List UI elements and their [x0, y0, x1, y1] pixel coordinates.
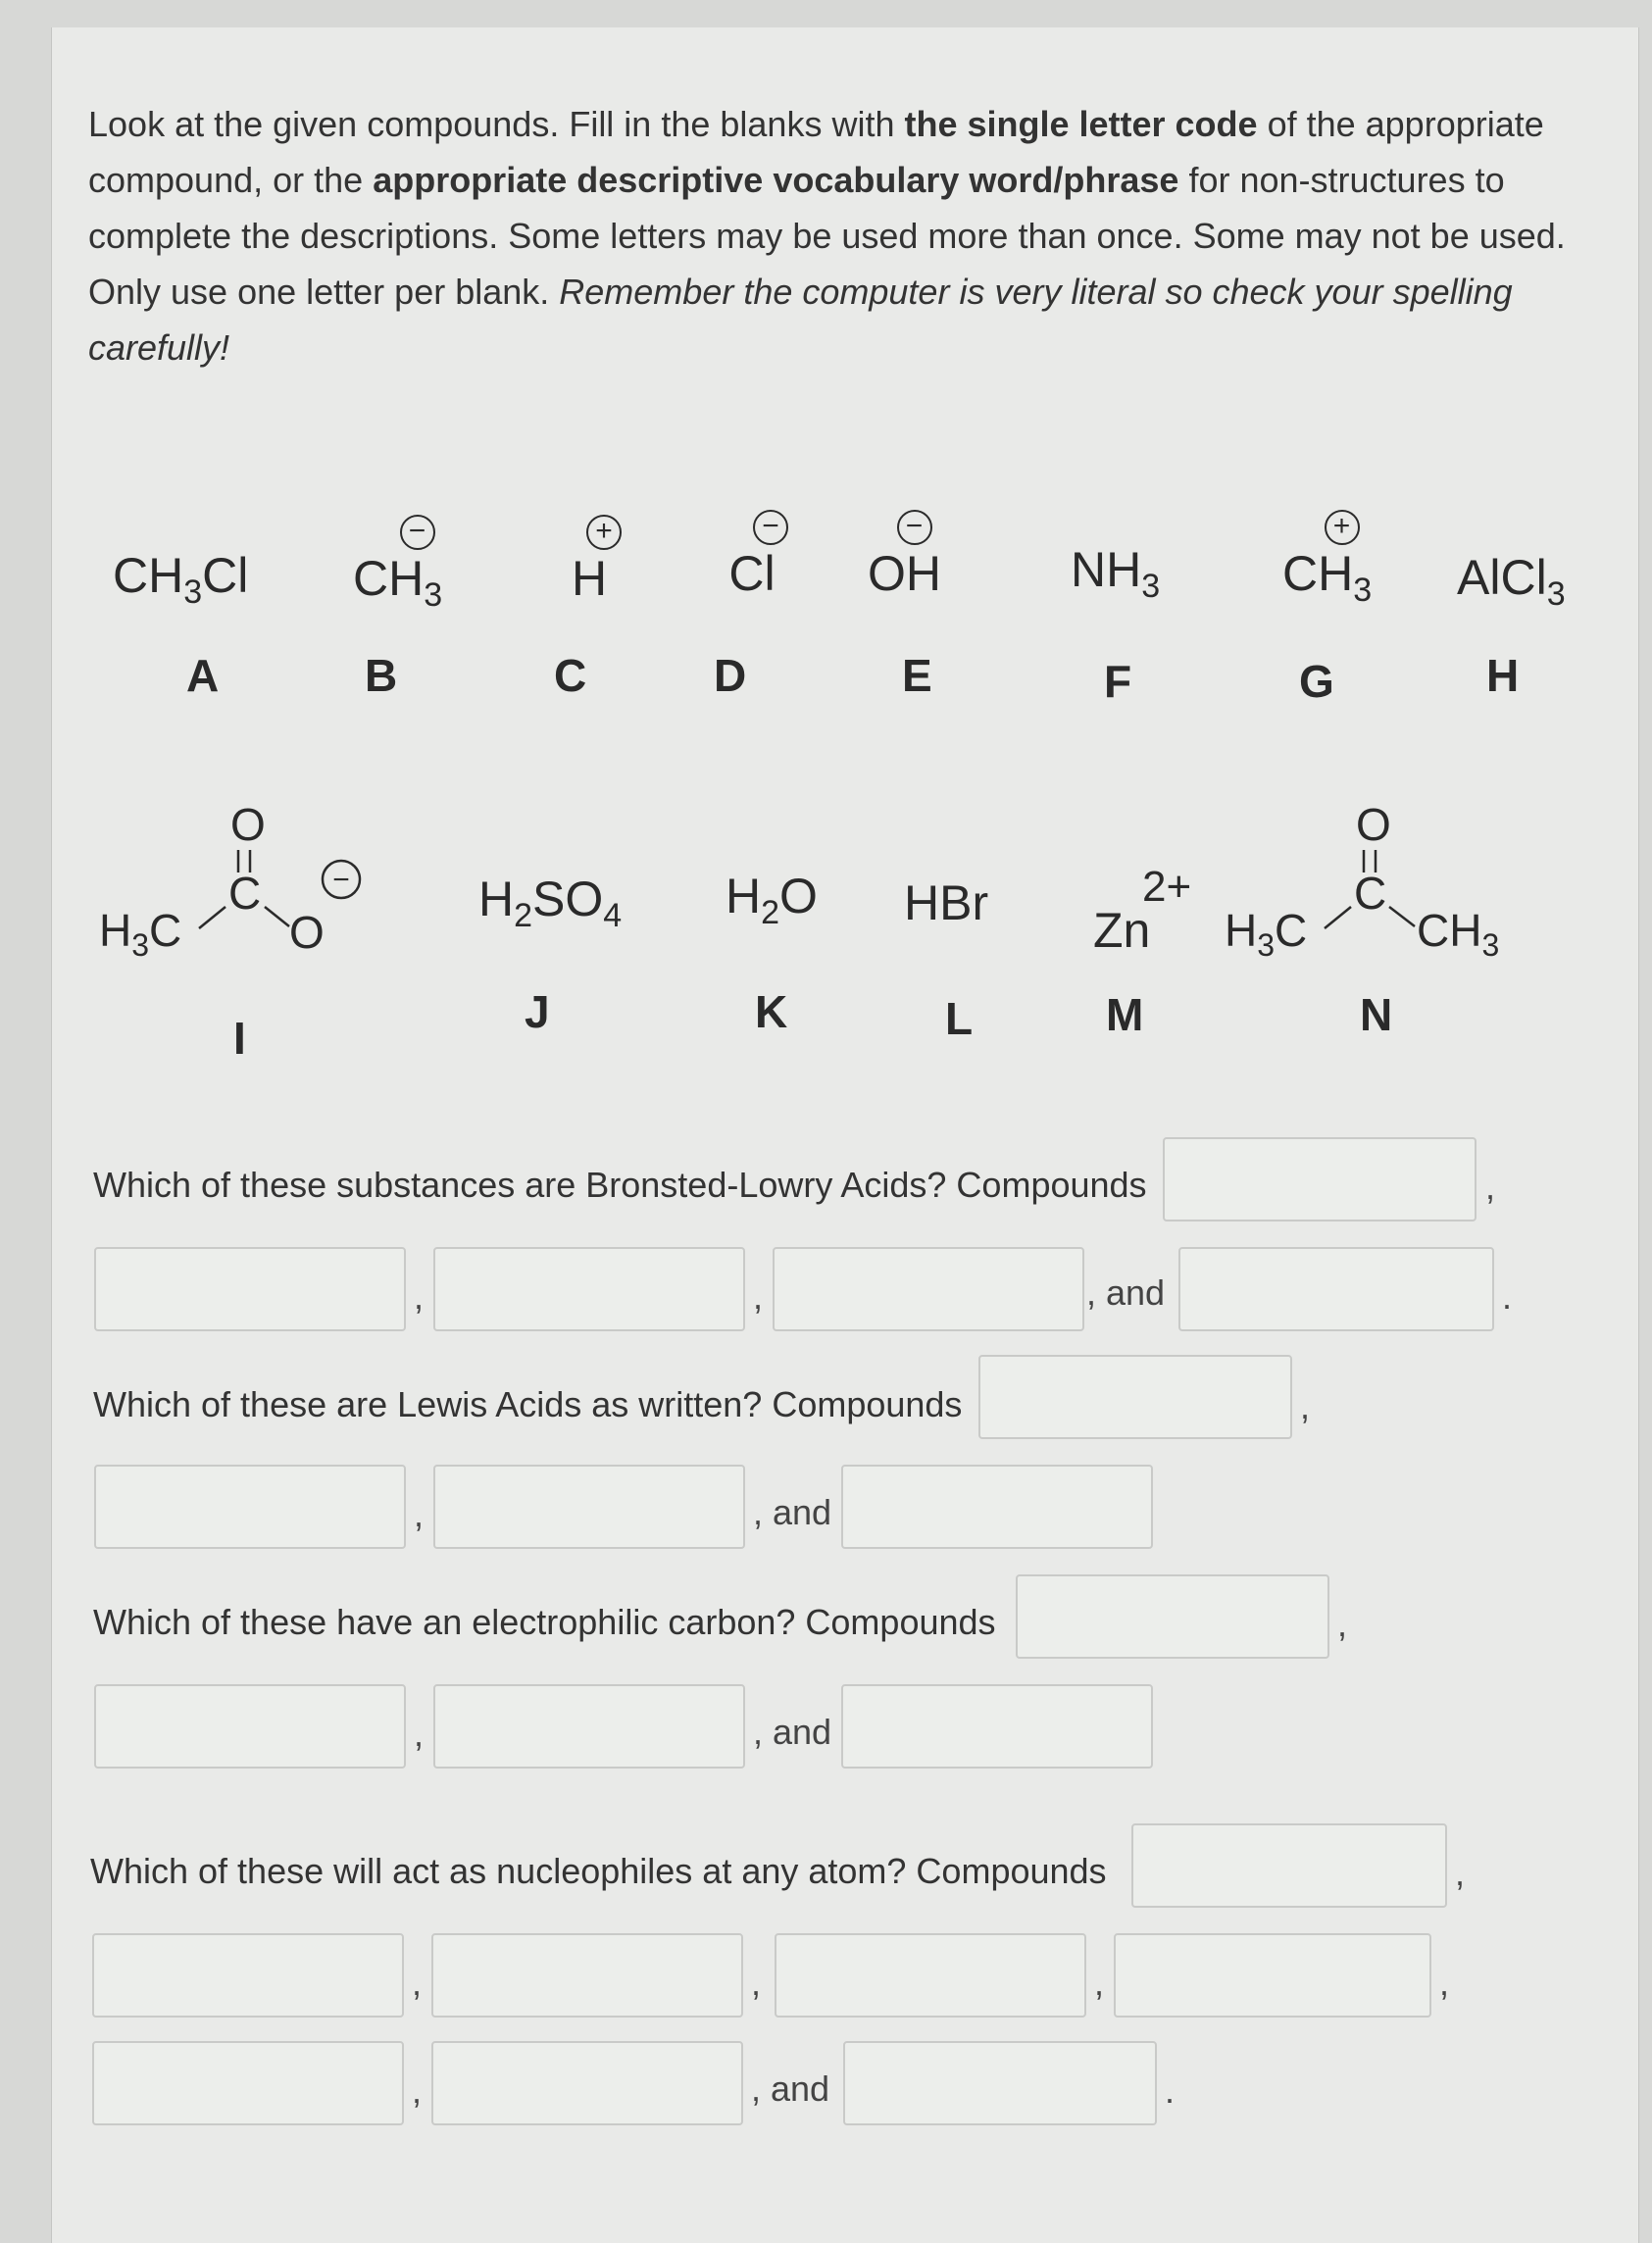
formula-text: CH — [113, 548, 184, 603]
compound-i-structure — [93, 789, 387, 966]
single-bond — [265, 907, 289, 926]
formula-text: CH — [353, 551, 425, 606]
compound-g-letter: G — [1299, 656, 1334, 707]
electrophile-answer-4[interactable] — [841, 1684, 1153, 1769]
and-text: , and — [753, 1712, 832, 1752]
atom-o-top: O — [230, 799, 266, 850]
formula-superscript: 2+ — [1142, 863, 1192, 911]
comma: , — [1094, 1963, 1105, 2003]
atom-c: C — [1354, 868, 1387, 919]
formula-subscript: 4 — [603, 897, 623, 934]
nucleophile-answer-4[interactable] — [775, 1933, 1086, 2018]
compound-h-letter: H — [1486, 650, 1520, 701]
period: . — [1502, 1276, 1513, 1317]
question-lewis-acids: Which of these are Lewis Acids as written? Compounds — [93, 1384, 963, 1424]
instructions-text — [88, 96, 1598, 375]
formula-subscript: 3 — [183, 573, 203, 611]
compound-k-formula — [726, 868, 818, 932]
comma: , — [1485, 1167, 1496, 1207]
compound-j-letter: J — [525, 986, 550, 1037]
charge-sign: − — [332, 864, 350, 896]
and-text: , and — [753, 1492, 832, 1532]
question-nucleophiles: Which of these will act as nucleophiles at any atom? Compounds — [90, 1851, 1107, 1891]
formula-subscript: 3 — [1481, 927, 1500, 963]
compound-m-formula — [1093, 863, 1191, 959]
lewis-answer-3[interactable] — [433, 1465, 745, 1549]
comma: , — [751, 1963, 762, 2003]
atom-c: C — [149, 905, 182, 956]
nucleophile-answer-7[interactable] — [431, 2041, 743, 2125]
instructions-bold: appropriate descriptive vocabulary word/phrase — [373, 160, 1179, 200]
lewis-answer-4[interactable] — [841, 1465, 1153, 1549]
single-bond — [1325, 907, 1351, 928]
compound-h-formula — [1457, 549, 1566, 614]
comma: , — [1300, 1386, 1311, 1426]
nucleophile-answer-8[interactable] — [843, 2041, 1157, 2125]
methyl-group — [1417, 905, 1499, 963]
formula-subscript: 3 — [1141, 568, 1161, 605]
compound-f-formula — [1071, 541, 1160, 606]
compound-e — [868, 510, 941, 602]
nucleophile-answer-2[interactable] — [92, 1933, 404, 2018]
compound-m-letter: M — [1106, 989, 1144, 1040]
nucleophile-answer-6[interactable] — [92, 2041, 404, 2125]
formula-subscript: 3 — [131, 927, 150, 963]
nucleophile-answer-5[interactable] — [1114, 1933, 1431, 2018]
single-bond — [1389, 907, 1415, 926]
compound-c — [557, 515, 622, 607]
lewis-answer-1[interactable] — [978, 1355, 1292, 1439]
negative-charge-icon: − — [400, 515, 435, 550]
compound-a-letter: A — [186, 650, 220, 701]
methyl-group — [1225, 905, 1307, 963]
bronsted-answer-2[interactable] — [94, 1247, 406, 1331]
formula-subscript: 2 — [514, 897, 533, 934]
formula-subscript: 2 — [761, 894, 780, 931]
formula-text: Zn — [1093, 903, 1151, 958]
and-text: , and — [751, 2069, 830, 2109]
formula-text: OH — [868, 546, 941, 601]
question-bronsted-acids: Which of these substances are Bronsted-Lowry Acids? Compounds — [93, 1165, 1147, 1205]
single-bond — [199, 907, 225, 928]
compound-d — [716, 510, 788, 602]
formula-subscript: 3 — [424, 576, 443, 614]
question-electrophilic-carbon: Which of these have an electrophilic carbon? Compounds — [93, 1602, 996, 1642]
bronsted-answer-5[interactable] — [1178, 1247, 1494, 1331]
comma: , — [412, 1963, 423, 2003]
instructions-part: of the appropriate compound, or the — [88, 104, 1544, 200]
compound-j-formula — [478, 871, 622, 935]
methyl-group — [99, 905, 181, 963]
comma: , — [414, 1494, 425, 1534]
compound-g — [1282, 510, 1372, 610]
comma: , — [412, 2070, 423, 2111]
comma: , — [1455, 1853, 1466, 1893]
bronsted-answer-3[interactable] — [433, 1247, 745, 1331]
formula-text: NH — [1071, 542, 1142, 597]
atom-c: C — [228, 868, 262, 919]
compound-l-formula: HBr — [904, 875, 989, 930]
formula-text: SO — [532, 872, 604, 926]
compound-e-letter: E — [902, 650, 932, 701]
compound-i-letter: I — [233, 1013, 246, 1064]
compound-n-structure — [1221, 789, 1534, 966]
electrophile-answer-3[interactable] — [433, 1684, 745, 1769]
instructions-bold: the single letter code — [904, 104, 1258, 144]
bronsted-answer-4[interactable] — [773, 1247, 1084, 1331]
atom-o-top: O — [1356, 799, 1391, 850]
compound-a-formula — [113, 547, 248, 612]
formula-text: H — [726, 869, 762, 923]
nucleophile-answer-1[interactable] — [1131, 1823, 1447, 1908]
comma: , — [1337, 1604, 1348, 1644]
formula-text: H — [571, 551, 608, 606]
formula-text: Cl — [728, 546, 776, 601]
electrophile-answer-2[interactable] — [94, 1684, 406, 1769]
comma: , — [753, 1276, 764, 1317]
formula-text: CH — [1282, 546, 1354, 601]
positive-charge-icon: + — [1325, 510, 1360, 545]
comma: , — [1439, 1963, 1450, 2003]
formula-text: H — [478, 872, 515, 926]
instructions-part: Look at the given compounds. Fill in the blanks with — [88, 104, 905, 144]
positive-charge-icon: + — [586, 515, 622, 550]
bronsted-answer-1[interactable] — [1163, 1137, 1477, 1221]
period: . — [1165, 2070, 1176, 2111]
atom-c: C — [1275, 905, 1308, 956]
compound-c-letter: C — [554, 650, 587, 701]
comma: , — [414, 1276, 425, 1317]
compound-k-letter: K — [755, 986, 788, 1037]
compound-b — [353, 515, 442, 615]
atom-ch: CH — [1417, 905, 1482, 956]
formula-text: O — [779, 869, 818, 923]
compound-d-letter: D — [714, 650, 747, 701]
lewis-answer-2[interactable] — [94, 1465, 406, 1549]
instructions-italic: Remember the computer is very literal so check your spelling carefully! — [88, 272, 1513, 368]
compound-f-letter: F — [1104, 656, 1132, 707]
formula-text: Cl — [202, 548, 249, 603]
and-text: , and — [1086, 1272, 1166, 1313]
negative-charge-icon: − — [897, 510, 932, 545]
formula-text: AlCl — [1457, 550, 1547, 605]
atom-h: H — [1225, 905, 1258, 956]
compound-b-letter: B — [365, 650, 398, 701]
nucleophile-answer-3[interactable] — [431, 1933, 743, 2018]
instructions-part: for non-structures to complete the descriptions. Some letters may be used more than once. Some may not be used. Only use one letter per blank. — [88, 160, 1566, 312]
atom-h: H — [99, 905, 132, 956]
compound-n-letter: N — [1360, 989, 1393, 1040]
atom-o: O — [289, 907, 325, 958]
compound-l-letter: L — [945, 993, 974, 1044]
formula-subscript: 3 — [1546, 575, 1566, 613]
comma: , — [414, 1714, 425, 1754]
electrophile-answer-1[interactable] — [1016, 1574, 1329, 1659]
formula-subscript: 3 — [1257, 927, 1276, 963]
formula-subscript: 3 — [1353, 572, 1373, 609]
negative-charge-icon: − — [753, 510, 788, 545]
